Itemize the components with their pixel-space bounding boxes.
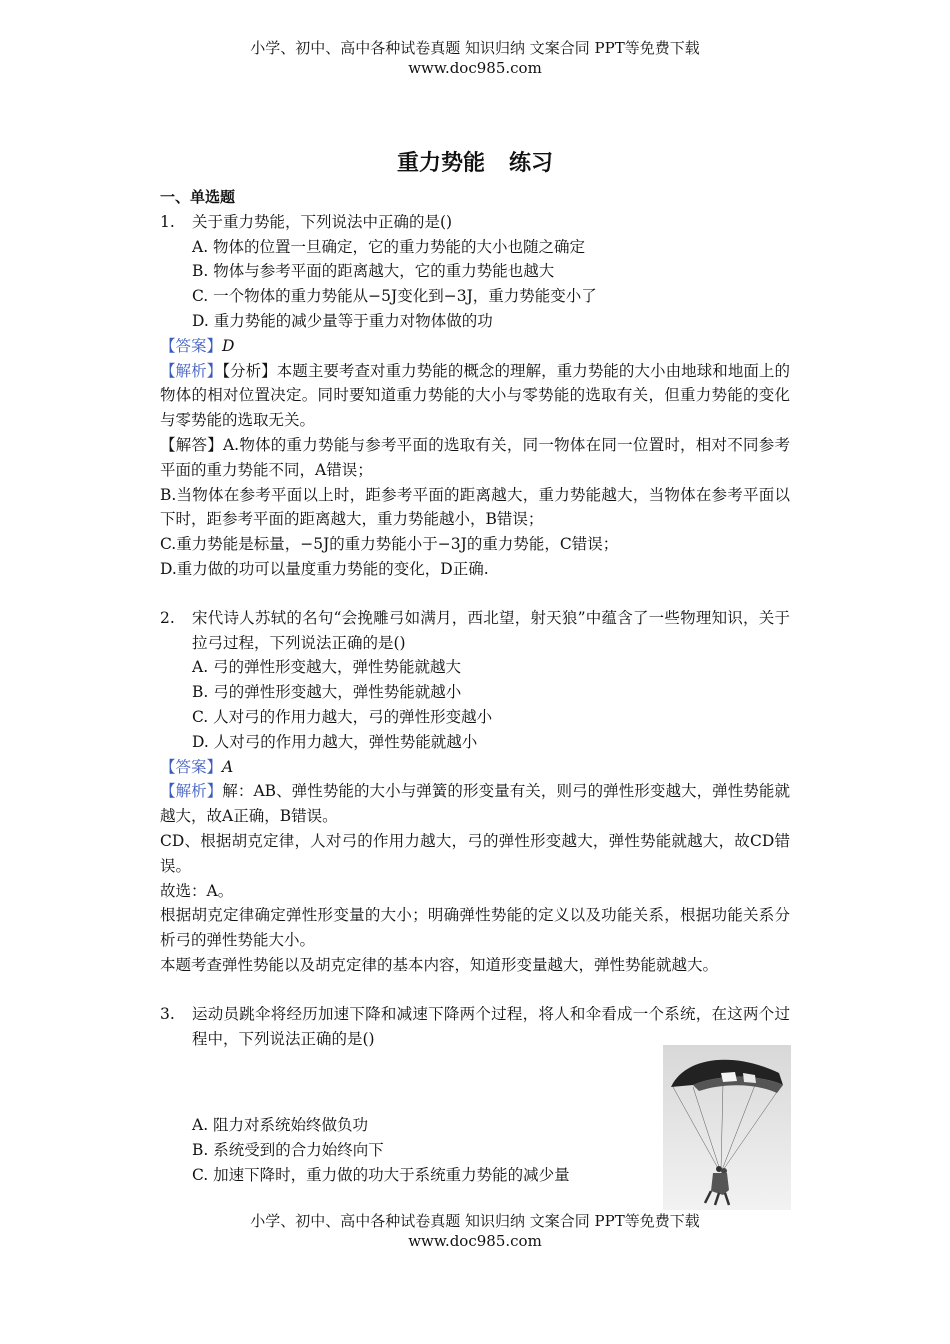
option-b: B. 系统受到的合力始终向下 <box>192 1141 384 1160</box>
solution-line: 故选：A。 <box>160 881 234 900</box>
option-b: B. 物体与参考平面的距离越大，它的重力势能也越大 <box>192 262 555 281</box>
solution-line: CD、根据胡克定律，人对弓的作用力越大，弓的弹性形变越大，弹性势能就越大，故CD错误。 <box>160 831 790 875</box>
solution-line: 【解答】A.物体的重力势能与参考平面的选取有关，同一物体在同一位置时，相对不同参考平面的重力势能不同，A错误； <box>160 435 790 479</box>
question-number: 3. <box>160 1004 175 1023</box>
question-1 <box>160 210 790 235</box>
analysis-text: 解：AB、弹性势能的大小与弹簧的形变量有关，则弓的弹性形变越大，弹性势能就越大，故A正确，B错误。 <box>160 782 790 826</box>
solution-line: D.重力做的功可以量度重力势能的变化，D正确. <box>160 559 489 578</box>
option-d: D. 人对弓的作用力越大，弹性势能就越小 <box>192 732 478 751</box>
page-footer <box>0 1211 950 1251</box>
question-stem: 宋代诗人苏轼的名句“会挽雕弓如满月，西北望，射天狼”中蕴含了一些物理知识，关于拉弓过程，下列说法正确的是() <box>192 608 790 652</box>
answer-value: A <box>222 757 234 776</box>
answer-line <box>160 755 790 780</box>
answer-tag: 【答案】 <box>160 757 223 776</box>
option-d: D. 重力势能的减少量等于重力对物体做的功 <box>192 311 493 330</box>
page-title <box>0 146 950 177</box>
option-a: A. 物体的位置一旦确定，它的重力势能的大小也随之确定 <box>192 237 586 256</box>
solution-line: C.重力势能是标量，−5J的重力势能小于−3J的重力势能，C错误； <box>160 535 619 554</box>
analysis-tag: 【解析】 <box>160 361 223 380</box>
question-stem: 关于重力势能，下列说法中正确的是() <box>192 212 453 231</box>
solution-line: 本题考查弹性势能以及胡克定律的基本内容，知道形变量越大，弹性势能就越大。 <box>160 955 719 974</box>
solution-line: 根据胡克定律确定弹性形变量的大小；明确弹性势能的定义以及功能关系，根据功能关系分析弓的弹性势能大小。 <box>160 906 790 950</box>
answer-value: D <box>222 336 235 355</box>
analysis-line <box>160 779 790 829</box>
document-body <box>160 185 790 1188</box>
option-c: C. 人对弓的作用力越大，弓的弹性形变越小 <box>192 707 493 726</box>
header-line1: 小学、初中、高中各种试卷真题 知识归纳 文案合同 PPT等免费下载 <box>250 39 700 57</box>
question-2 <box>160 606 790 656</box>
option-c: C. 一个物体的重力势能从−5J变化到−3J，重力势能变小了 <box>192 287 597 306</box>
option-b: B. 弓的弹性形变越大，弹性势能就越小 <box>192 683 462 702</box>
title-part1: 重力势能 <box>396 151 485 176</box>
analysis-line <box>160 359 790 433</box>
solution-line: B.当物体在参考平面以上时，距参考平面的距离越大，重力势能越大，当物体在参考平面以下时，距参考平面的距离越大，重力势能越小，B错误； <box>160 485 790 529</box>
analysis-text: 【分析】本题主要考查对重力势能的概念的理解，重力势能的大小由地球和地面上的物体的相对位置决定。同时要知道重力势能的大小与零势能的选取有关，但重力势能的变化与零势能的选取无关。 <box>160 361 790 430</box>
question-3 <box>160 1002 790 1052</box>
answer-tag: 【答案】 <box>160 336 223 355</box>
footer-line1: 小学、初中、高中各种试卷真题 知识归纳 文案合同 PPT等免费下载 <box>250 1212 700 1230</box>
footer-line2: www.doc985.com <box>408 1232 542 1250</box>
answer-line <box>160 334 790 359</box>
section-heading: 一、单选题 <box>160 188 236 206</box>
option-a: A. 阻力对系统始终做负功 <box>192 1116 369 1135</box>
page-header <box>0 38 950 78</box>
option-c: C. 加速下降时，重力做的功大于系统重力势能的减少量 <box>192 1165 570 1184</box>
question-stem: 运动员跳伞将经历加速下降和减速下降两个过程，将人和伞看成一个系统，在这两个过程中，下列说法正确的是() <box>192 1004 790 1048</box>
title-part2: 练习 <box>509 151 554 176</box>
header-line2: www.doc985.com <box>408 59 542 77</box>
option-a: A. 弓的弹性形变越大，弹性势能就越大 <box>192 658 462 677</box>
parachute-photo <box>663 1045 791 1210</box>
question-number: 2. <box>160 608 175 627</box>
question-number: 1. <box>160 212 175 231</box>
analysis-tag: 【解析】 <box>160 782 223 801</box>
